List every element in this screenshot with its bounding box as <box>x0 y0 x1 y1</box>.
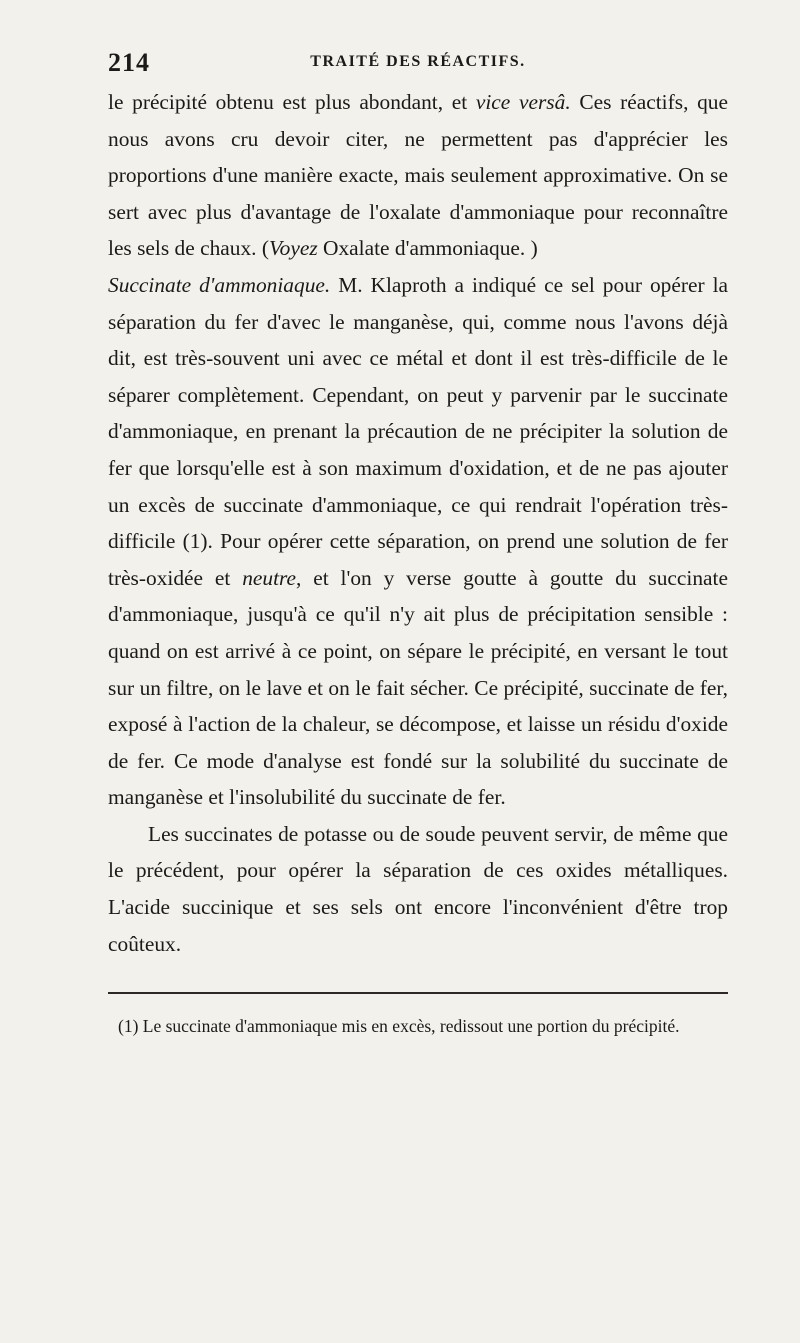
paragraph-3: Les succinates de potasse ou de soude peuvent servir, de même que le précédent, pour opérer la séparation de ces oxides métalliques. L'acide succinique et ses sels ont encore l'inconvénient d'être trop coûteux. <box>108 821 728 956</box>
book-page <box>108 44 728 1040</box>
body-text <box>108 84 728 962</box>
footnote: (1) Le succinate d'ammoniaque mis en excès, redissout une portion du précipité. <box>118 1016 680 1037</box>
paragraph-1: le précipité obtenu est plus abondant, et vice versâ. Ces réactifs, que nous avons cru devoir citer, ne permettent pas d'apprécier les proportions d'une manière exacte, mais seulement approximative. On se sert avec plus d'avantage de l'oxalate d'ammoniaque pour reconnaître les sels de chaux. (Voyez Oxalate d'ammoniaque. ) <box>108 90 728 261</box>
running-head <box>108 44 728 80</box>
paragraph-2: Succinate d'ammoniaque. M. Klaproth a indiqué ce sel pour opérer la séparation du fer d'avec le manganèse, qui, comme nous l'avons déjà dit, est très-souvent uni avec ce métal et dont il est très-difficile de le séparer complètement. Cependant, on peut y parvenir par le succinate d'ammoniaque, en prenant la précaution de ne précipiter la solution de fer que lorsqu'elle est à son maximum d'oxidation, et de ne pas ajouter un excès de succinate d'ammoniaque, ce qui rendrait l'opération très-difficile (1). Pour opérer cette séparation, on prend une solution de fer très-oxidée et neutre, et l'on y verse goutte à goutte du succinate d'ammoniaque, jusqu'à ce qu'il n'y ait plus de précipitation sensible : quand on est arrivé à ce point, on sépare le précipité, en versant le tout sur un filtre, on le lave et on le fait sécher. Ce précipité, succinate de fer, exposé à l'action de la chaleur, se décompose, et laisse un résidu d'oxide de fer. Ce mode d'analyse est fondé sur la solubilité du succinate de manganèse et l'insolubilité du succinate de fer. <box>108 272 729 810</box>
running-title: TRAITÉ DES RÉACTIFS. <box>310 53 526 70</box>
footnote-rule <box>108 992 728 994</box>
section-heading-succinate: Succinate d'ammoniaque. <box>108 272 331 297</box>
page-number: 214 <box>108 48 150 77</box>
